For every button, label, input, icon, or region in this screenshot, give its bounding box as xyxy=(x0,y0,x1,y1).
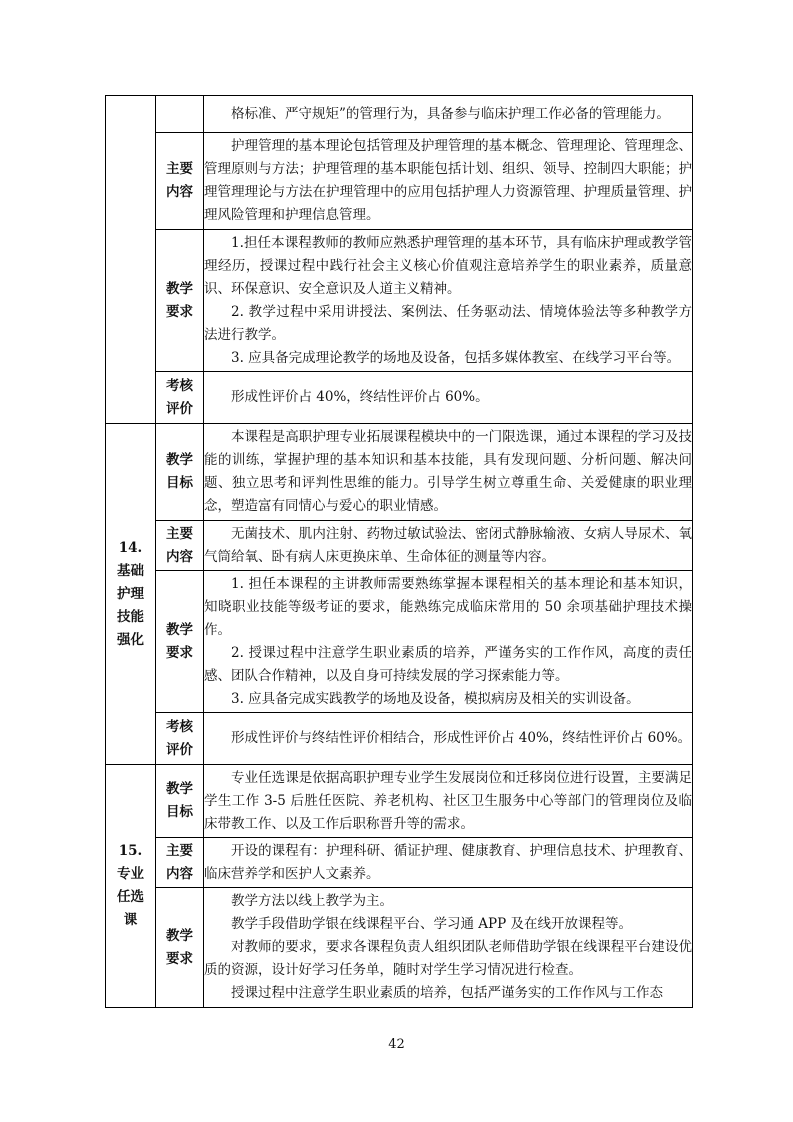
section-label xyxy=(156,838,204,888)
paragraph: 形成性评价占 40%，终结性评价占 60%。 xyxy=(231,389,489,405)
paragraph: 无菌技术、肌内注射、药物过敏试验法、密闭式静脉输液、女病人导尿术、氧气筒给氧、卧有病人床更换床单、生命体征的测量等内容。 xyxy=(204,525,692,565)
section-content xyxy=(204,765,693,838)
section-content xyxy=(204,372,693,424)
paragraph: 教学手段借助学银在线课程平台、学习通 APP 及在线开放课程等。 xyxy=(231,916,632,932)
course-name: 15. 专业任选课 xyxy=(116,843,144,928)
table-row xyxy=(106,96,693,133)
table-row xyxy=(106,838,693,888)
table-row xyxy=(106,765,693,838)
page-number: 42 xyxy=(388,1037,405,1052)
section-content xyxy=(204,133,693,230)
paragraph: 3. 应具备完成实践教学的场地及设备，模拟病房及相关的实训设备。 xyxy=(231,690,640,707)
course-name-cell xyxy=(106,765,156,1008)
section-content xyxy=(204,521,693,571)
label-text: 考核评价 xyxy=(166,377,193,417)
section-label xyxy=(156,765,204,838)
paragraph: 2. 教学过程中采用讲授法、案例法、任务驱动法、情境体验法等多种教学方法进行教学。 xyxy=(204,303,692,343)
section-label xyxy=(156,888,204,1008)
label-text: 考核评价 xyxy=(166,718,193,758)
label-text: 教学目标 xyxy=(166,781,193,820)
label-text: 教学要求 xyxy=(166,927,193,967)
section-label xyxy=(156,230,204,372)
paragraph: 格标准、严守规矩”的管理行为，具备参与临床护理工作必备的管理能力。 xyxy=(231,105,670,122)
section-content xyxy=(204,96,693,133)
table-row xyxy=(106,424,693,521)
paragraph: 护理管理的基本理论包括管理及护理管理的基本概念、管理理论、管理理念、管理原则与方法；护理管理的基本职能包括计划、组织、领导、控制四大职能；护理管理理论与方法在护理管理中的应用包括护理人力资源管理、护理质量管理、护理风险管理和护理信息管理。 xyxy=(204,138,692,223)
paragraph: 1.担任本课程教师的教师应熟悉护理管理的基本环节，具有临床护理或教学管理经历，授课过程中践行社会主义核心价值观注意培养学生的职业素养，质量意识、环保意识、安全意识及人道主义精神。 xyxy=(204,234,692,297)
course-name: 14. 基础护理技能强化 xyxy=(116,539,144,648)
paragraph: 授课过程中注意学生职业素质的培养，包括严谨务实的工作作风与工作态 xyxy=(231,985,663,1001)
section-label xyxy=(156,424,204,521)
paragraph: 形成性评价与终结性评价相结合，形成性评价占 40%，终结性评价占 60%。 xyxy=(231,730,692,746)
section-content xyxy=(204,838,693,888)
paragraph: 教学方法以线上教学为主。 xyxy=(231,893,393,909)
paragraph: 1. 担任本课程的主讲教师需要熟练掌握本课程相关的基本理论和基本知识，知晓职业技能等级考证的要求，能熟练完成临床常用的 50 余项基础护理技术操作。 xyxy=(204,575,692,638)
course-name-cell xyxy=(106,424,156,765)
section-label xyxy=(156,521,204,571)
label-text: 教学目标 xyxy=(166,452,193,491)
table-row xyxy=(106,571,693,713)
label-text: 主要内容 xyxy=(166,161,193,200)
course-table xyxy=(105,95,693,1008)
label-text: 主要内容 xyxy=(166,842,193,882)
table-row xyxy=(106,230,693,372)
table-row xyxy=(106,888,693,1008)
paragraph: 本课程是高职护理专业拓展课程模块中的一门限选课，通过本课程的学习及技能的训练，掌握护理的基本知识和基本技能，具有发现问题、分析问题、解决问题、独立思考和评判性思维的能力。引导学生树立尊重生命、关爱健康的职业理念，塑造富有同情心与爱心的职业情感。 xyxy=(204,429,692,514)
section-content xyxy=(204,424,693,521)
table-row xyxy=(106,133,693,230)
table-row xyxy=(106,372,693,424)
section-label xyxy=(156,372,204,424)
paragraph: 开设的课程有：护理科研、循证护理、健康教育、护理信息技术、护理教育、临床营养学和医护人文素养。 xyxy=(204,842,692,882)
label-text: 教学要求 xyxy=(166,621,193,661)
section-label xyxy=(156,713,204,765)
paragraph: 对教师的要求，要求各课程负责人组织团队老师借助学银在线课程平台建设优质的资源，设计好学习任务单，随时对学生学习情况进行检查。 xyxy=(204,939,692,978)
section-label xyxy=(156,571,204,713)
table-row xyxy=(106,521,693,571)
section-content xyxy=(204,888,693,1008)
section-content xyxy=(204,571,693,713)
paragraph: 2. 授课过程中注意学生职业素质的培养，严谨务实的工作作风，高度的责任感、团队合作精神，以及自身可持续发展的学习探索能力等。 xyxy=(204,644,692,684)
label-text: 主要内容 xyxy=(166,525,193,565)
paragraph: 3. 应具备完成理论教学的场地及设备，包括多媒体教室、在线学习平台等。 xyxy=(231,349,681,366)
section-label xyxy=(156,133,204,230)
section-content xyxy=(204,713,693,765)
course-name-cell xyxy=(106,96,156,424)
section-content xyxy=(204,230,693,372)
table-row xyxy=(106,713,693,765)
section-label xyxy=(156,96,204,133)
label-text: 教学要求 xyxy=(166,280,193,320)
paragraph: 专业任选课是依据高职护理专业学生发展岗位和迁移岗位进行设置，主要满足学生工作 3-5 后胜任医院、养老机构、社区卫生服务中心等部门的管理岗位及临床带教工作、以及工作后职称晋升等的需求。 xyxy=(204,769,692,832)
